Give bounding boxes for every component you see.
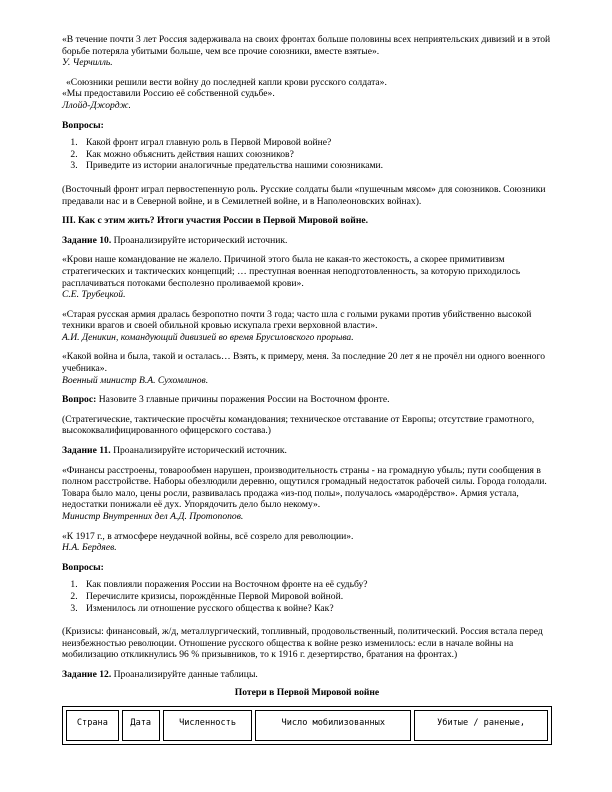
task-text: Проанализируйте данные таблицы.: [111, 668, 258, 680]
quote-denikin: [62, 309, 552, 344]
losses-table: [62, 706, 552, 745]
table-header-cell: Численность: [163, 710, 253, 741]
task-label: Задание 12.: [62, 668, 112, 680]
questions-heading: Вопросы:: [62, 561, 104, 573]
quote-text: «Крови наше командование не жалело. Причиной этого была не какая-то жестокость, а скорее примитивизм стратегических и тактических концепций; … преступная военная неподготовленность, за которую приходилось расплачиваться потоками бесполезно проливаемой крови».: [62, 254, 521, 289]
quote-author: Военный министр В.А. Сухомлинов.: [62, 374, 209, 386]
quote-lloyd-george: [62, 77, 552, 112]
quote-text: «К 1917 г., в атмосфере неудачной войны, всё созрело для революции».: [62, 530, 354, 542]
quote-author: Н.А. Бердяев.: [62, 542, 117, 554]
questions-heading: Вопросы:: [62, 119, 104, 131]
quote-author: Ллойд-Джордж.: [62, 99, 131, 111]
quote-churchill: [62, 34, 552, 69]
answer-text: (Восточный фронт играл первостепенную роль. Русские солдаты были «пушечным мясом» для союзников. Союзники предавали нас и в Северной войне, и в Семилетней войне, и в Наполеоновских войнах).: [62, 183, 546, 207]
question-item: 3. Приведите из истории аналогичные предательства нашими союзниками.: [80, 160, 552, 172]
quote-text: «Финансы расстроены, товарообмен нарушен, производительность страны - на громадную убыль; пути сообщения в полном расстройстве. Наборы обезлюдили деревню, ощутился громадный недостаток рабочей силы. Города голодали. Товара было мало, цены росли, развивалась продажа «из-под полы», получалось «мародёрство». Армия устала, недостатки понижали её дух. Упорядочить дело было некому».: [62, 464, 547, 511]
question-text: Назовите 3 главные причины поражения России на Восточном фронте.: [96, 394, 390, 406]
task-12: [62, 669, 552, 681]
task-label: Задание 10.: [62, 234, 112, 246]
table-header-row: [66, 710, 548, 741]
table-header-cell: Страна: [66, 710, 119, 741]
question-item: 1. Какой фронт играл главную роль в Первой Мировой войне?: [80, 137, 552, 149]
quote-author: Министр Внутренних дел А.Д. Протопопов.: [62, 511, 244, 522]
table-title: Потери в Первой Мировой войне: [234, 686, 380, 698]
questions-list: [62, 137, 552, 172]
quote-text: «Старая русская армия дралась безропотно почти 3 года; часто шла с голыми руками против убийственно высокой техники врагов и своей обильной кровью искупала грехи верховной власти».: [62, 308, 532, 332]
quote-text: «В течение почти 3 лет Россия задерживала на своих фронтах больше половины всех неприятельских дивизий и в этой борьбе потеряла убитыми больше, чем все прочие союзники, вместе взятые».: [62, 34, 551, 57]
document-body: [62, 34, 552, 745]
quote-text: «Мы предоставили Россию её собственной судьбе».: [62, 88, 275, 100]
quote-author: А.И. Деникин, командующий дивизией во время Брусиловского прорыва.: [62, 331, 354, 343]
task-text: Проанализируйте исторический источник.: [111, 234, 288, 246]
question-label: Вопрос:: [62, 394, 97, 406]
quote-sukhomlinov: [62, 351, 552, 386]
task-10: [62, 235, 552, 247]
answer-text: (Стратегические, тактические просчёты командования; техническое отставание от Европы; отсутствие грамотного, высококвалифицированного офицерского состава.): [62, 413, 535, 437]
quote-text: «Союзники решили вести войну до последней капли крови русского солдата».: [66, 76, 387, 88]
question-item: 3. Изменилось ли отношение русского общества к войне? Как?: [80, 603, 552, 615]
section-heading: III. Как с этим жить? Итоги участия России в Первой Мировой войне.: [62, 215, 369, 227]
task-text: Проанализируйте исторический источник.: [110, 445, 287, 457]
questions-list: [62, 579, 552, 614]
question-east: [62, 394, 552, 406]
table-header-cell: Убитые / раненые,: [414, 710, 548, 741]
task-11: [62, 445, 552, 457]
table-header-cell: Число мобилизованных: [255, 710, 411, 741]
quote-berdyaev: [62, 531, 552, 554]
question-item: 2. Как можно объяснить действия наших союзников?: [80, 149, 552, 161]
quote-author: У. Черчилль.: [62, 57, 113, 69]
question-item: 1. Как повлияли поражения России на Восточном фронте на её судьбу?: [80, 579, 552, 591]
task-label: Задание 11.: [62, 445, 111, 457]
quote-author: С.Е. Трубецкой.: [62, 289, 126, 301]
quote-trubetskoy: [62, 254, 552, 300]
question-item: 2. Перечислите кризисы, порождённые Первой Мировой войной.: [80, 591, 552, 603]
table-header-cell: Дата: [122, 710, 160, 741]
answer-text: (Кризисы: финансовый, ж/д, металлургический, топливный, продовольственный, политический. Россия встала перед неизбежностью революции. Отношение русского общества к войне резко изменилось: если в начале войны на мобилизацию откликнулись 96 % призывников, то к 1916 г. дезертирство, братания на фронтах.): [62, 626, 543, 661]
quote-protopopov: [62, 465, 552, 523]
quote-text: «Какой война и была, такой и осталась… Взять, к примеру, меня. За последние 20 лет я не прочёл ни одного военного учебника».: [62, 351, 546, 375]
